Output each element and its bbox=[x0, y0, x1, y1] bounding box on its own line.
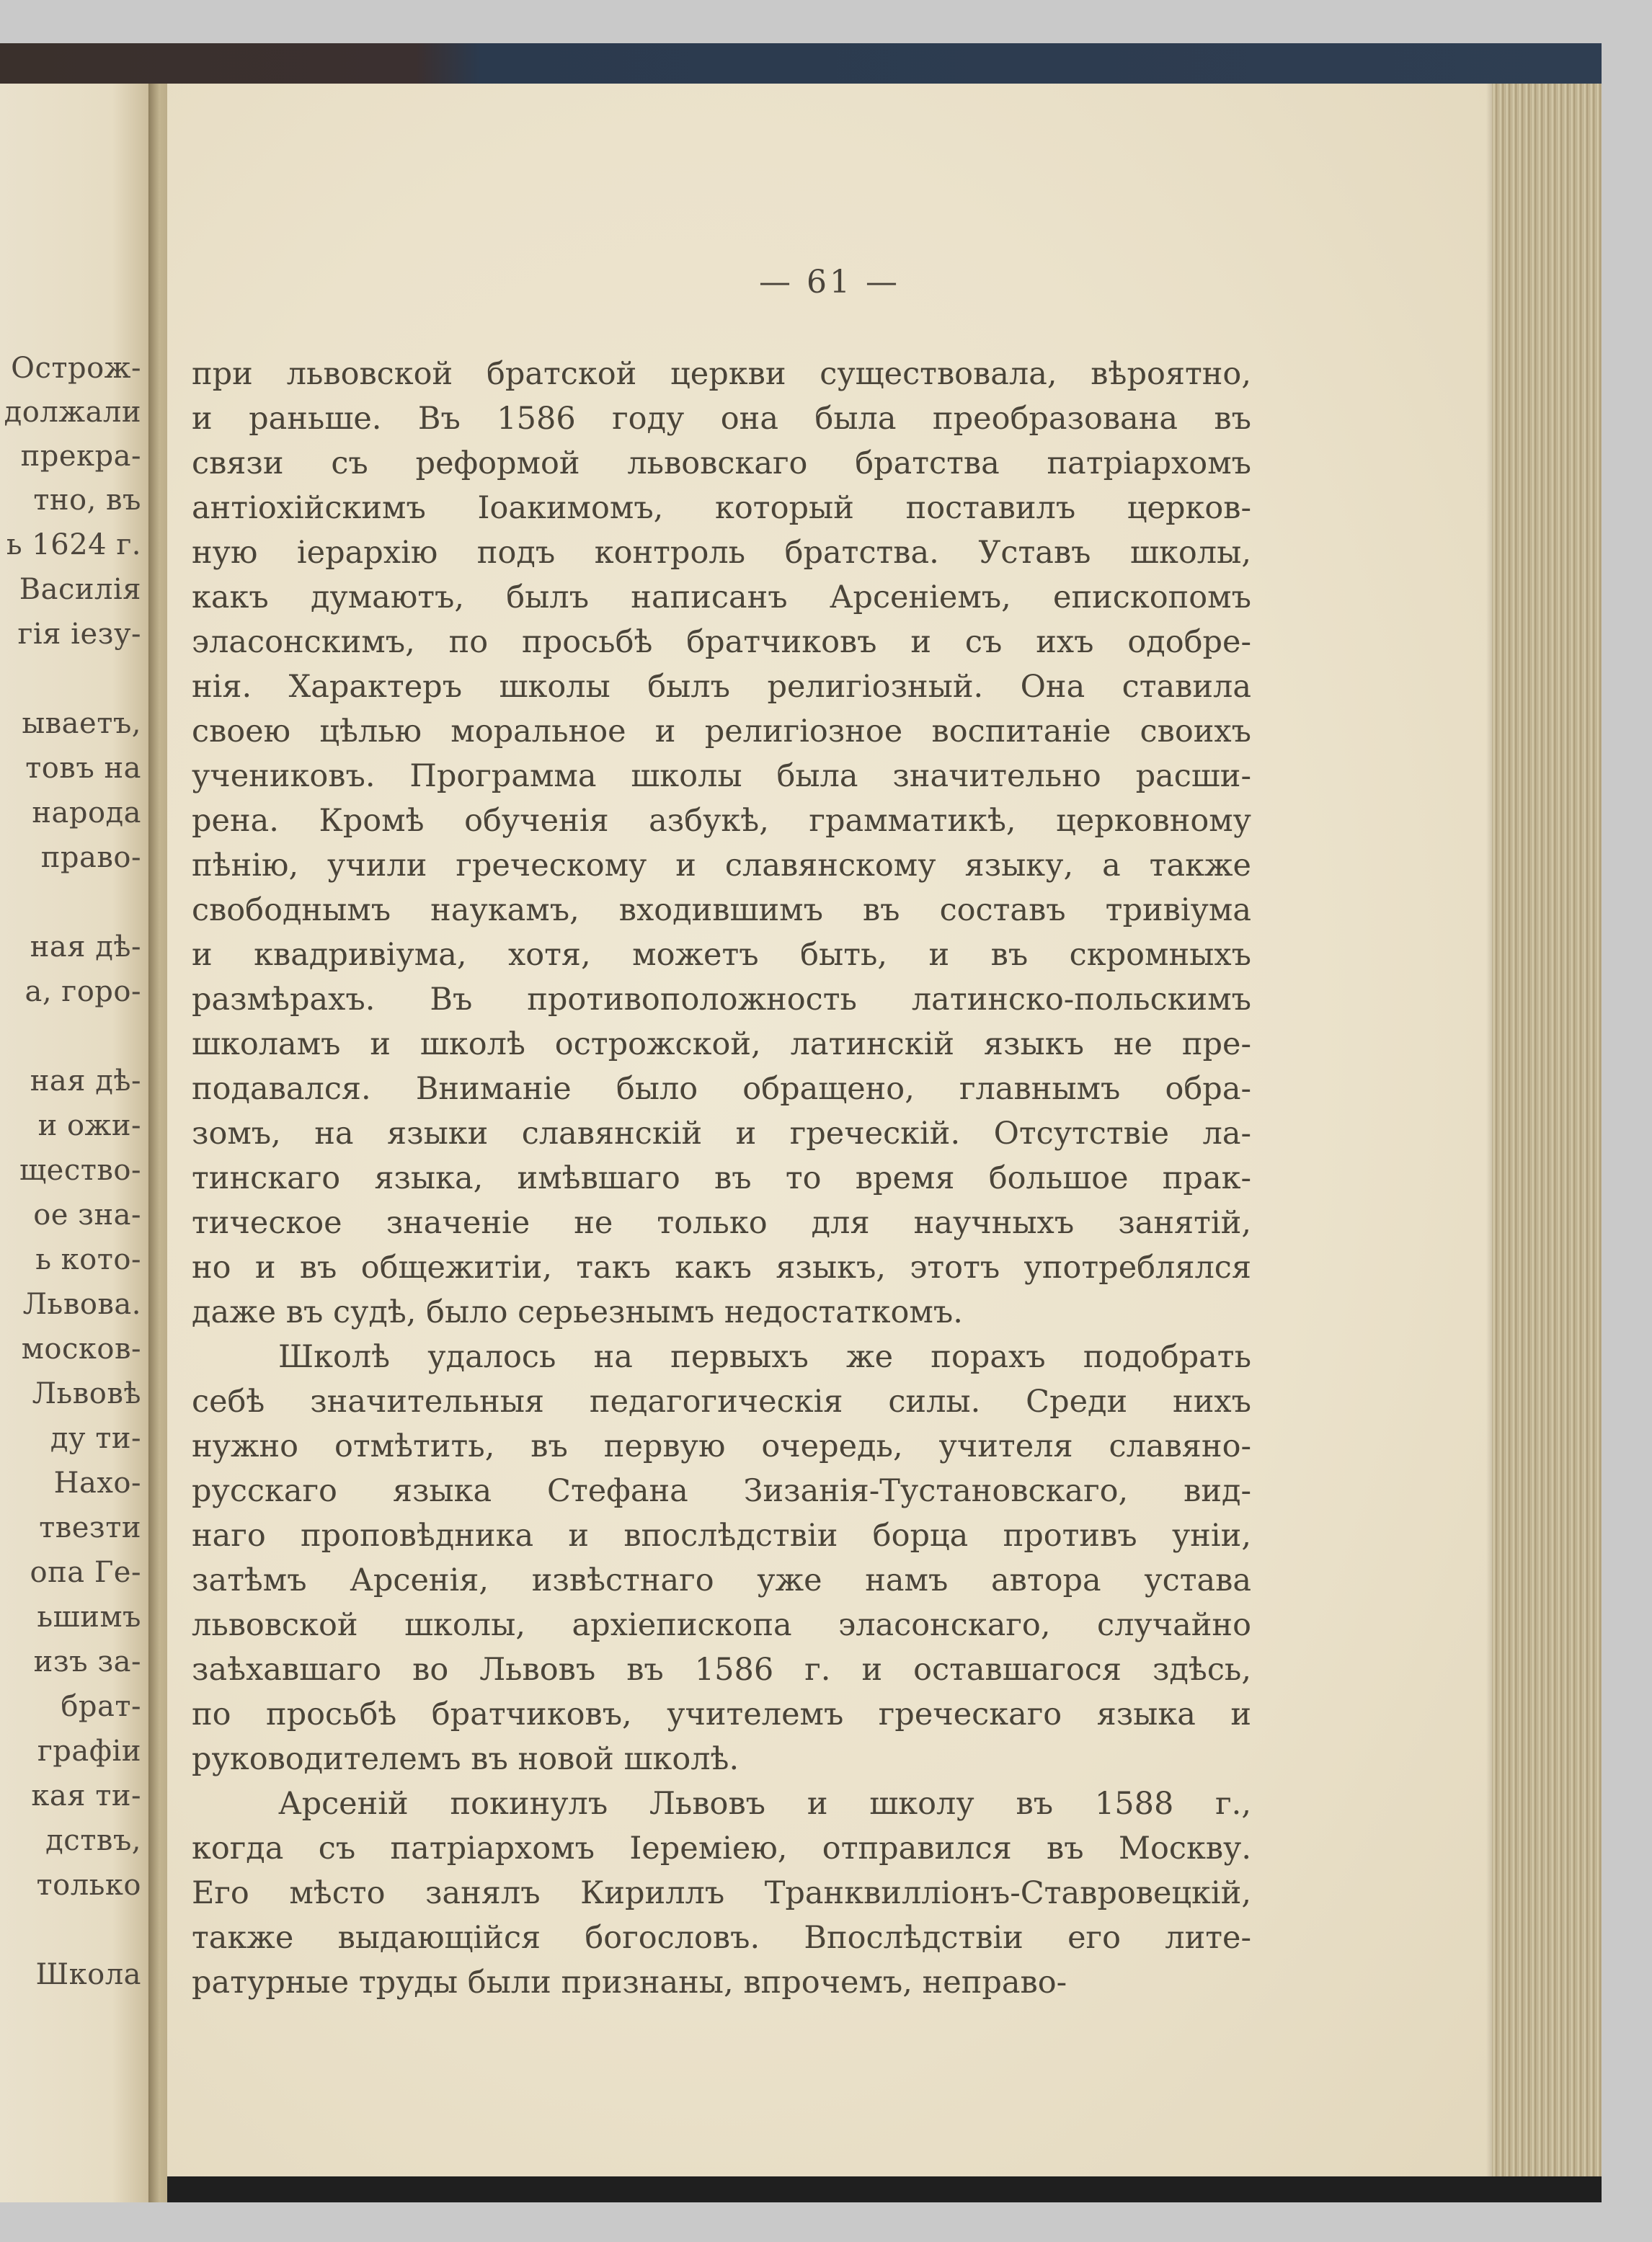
text-line: тическое значеніе не только для научныхъ занятій, bbox=[192, 1205, 1251, 1241]
left-page-line: щество- bbox=[19, 1154, 141, 1187]
text-line: эласонскимъ, по просьбѣ братчиковъ и съ ихъ одобре- bbox=[192, 624, 1251, 660]
text-line: наго проповѣдника и впослѣдствіи борца противъ уніи, bbox=[192, 1518, 1251, 1554]
text-line: нужно отмѣтить, въ первую очередь, учителя славяно- bbox=[192, 1428, 1251, 1464]
text-line: ратурные труды были признаны, впрочемъ, неправо- bbox=[192, 1965, 1067, 2001]
left-page-line: а, горо- bbox=[25, 975, 141, 1008]
left-page-line: Школа bbox=[35, 1958, 141, 1991]
text-line: русскаго языка Стефана Зизанія-Тустановскаго, вид- bbox=[192, 1473, 1251, 1509]
left-page-line: ываетъ, bbox=[22, 707, 141, 740]
text-line: связи съ реформой львовскаго братства патріархомъ bbox=[192, 445, 1251, 481]
text-line: тинскаго языка, имѣвшаго въ то время большое прак- bbox=[192, 1160, 1251, 1196]
left-page-line: ь кото- bbox=[35, 1243, 141, 1276]
text-line: школамъ и школѣ острожской, латинскій языкъ не пре- bbox=[192, 1026, 1251, 1062]
text-line: при львовской братской церкви существовала, вѣроятно, bbox=[192, 356, 1251, 392]
left-page-line: прекра- bbox=[20, 440, 141, 473]
text-line: Арсеній покинулъ Львовъ и школу въ 1588 г., bbox=[278, 1786, 1251, 1822]
text-line: и квадривіума, хотя, можетъ быть, и въ скромныхъ bbox=[192, 937, 1251, 973]
text-line: рена. Кромѣ обученія азбукѣ, грамматикѣ, церковному bbox=[192, 803, 1251, 839]
left-page-line: изъ за- bbox=[33, 1645, 141, 1678]
text-line: пѣнію, учили греческому и славянскому языку, а также bbox=[192, 848, 1251, 884]
left-page-line: брат- bbox=[61, 1690, 141, 1723]
text-line: руководителемъ въ новой школѣ. bbox=[192, 1741, 740, 1777]
left-page-fragment bbox=[0, 84, 160, 2202]
left-page-line: гія іезу- bbox=[17, 618, 141, 651]
text-line: ную іерархію подъ контроль братства. Уставъ школы, bbox=[192, 535, 1251, 571]
scan-bottom-border bbox=[167, 2176, 1602, 2202]
text-line: зомъ, на языки славянскій и греческій. Отсутствіе ла- bbox=[192, 1116, 1251, 1152]
left-page-line: москов- bbox=[21, 1333, 141, 1366]
text-line: но и въ общежитіи, такъ какъ языкъ, этотъ употреблялся bbox=[192, 1250, 1251, 1286]
left-page-line: товъ на bbox=[25, 752, 141, 785]
text-line: свободнымъ наукамъ, входившимъ въ составъ тривіума bbox=[192, 892, 1251, 928]
text-line: подавался. Вниманіе было обращено, главнымъ обра- bbox=[192, 1071, 1251, 1107]
left-page-line: Василія bbox=[19, 573, 141, 606]
left-page-line: право- bbox=[40, 841, 141, 874]
text-line: учениковъ. Программа школы была значительно расши- bbox=[192, 758, 1251, 794]
left-page-line: кая ти- bbox=[31, 1779, 141, 1812]
text-line: заѣхавшаго во Львовъ въ 1586 г. и оставшагося здѣсь, bbox=[192, 1652, 1251, 1688]
left-page-line: дствъ, bbox=[45, 1824, 141, 1857]
text-line: даже въ судѣ, было серьезнымъ недостаткомъ. bbox=[192, 1294, 963, 1330]
left-page-line: ная дѣ- bbox=[30, 930, 141, 964]
left-page-line: Львовѣ bbox=[32, 1377, 141, 1410]
scan-top-border bbox=[0, 43, 1602, 84]
left-page-line: только bbox=[36, 1869, 141, 1902]
left-page-line: и ожи- bbox=[37, 1109, 141, 1142]
left-page-line: народа bbox=[32, 796, 141, 829]
left-page-line: Львова. bbox=[22, 1288, 141, 1321]
text-line: Его мѣсто занялъ Кириллъ Транквилліонъ-Ставровецкій, bbox=[192, 1875, 1251, 1911]
text-line: Школѣ удалось на первыхъ же порахъ подобрать bbox=[278, 1339, 1251, 1375]
left-page-line: ь 1624 г. bbox=[6, 528, 141, 561]
left-page-line: должали bbox=[4, 396, 141, 429]
text-line: себѣ значительныя педагогическія силы. Среди нихъ bbox=[192, 1384, 1251, 1420]
left-page-line: графіи bbox=[37, 1735, 141, 1768]
text-line: и раньше. Въ 1586 году она была преобразована въ bbox=[192, 401, 1251, 437]
text-line: размѣрахъ. Въ противоположность латинско-польскимъ bbox=[192, 982, 1251, 1018]
page-number: — 61 — bbox=[759, 264, 900, 301]
page-stack-edge bbox=[1492, 84, 1602, 2202]
left-page-line: твезти bbox=[39, 1511, 141, 1544]
left-page-line: ду ти- bbox=[50, 1422, 141, 1455]
text-line: затѣмъ Арсенія, извѣстнаго уже намъ автора устава bbox=[192, 1562, 1251, 1598]
left-page-line: Нахо- bbox=[53, 1467, 141, 1500]
text-line: нія. Характеръ школы былъ религіозный. Она ставила bbox=[192, 669, 1251, 705]
left-page-line: ная дѣ- bbox=[30, 1064, 141, 1098]
left-page-line: тно, въ bbox=[33, 484, 141, 517]
page-text bbox=[192, 352, 1251, 2005]
text-line: своею цѣлью моральное и религіозное воспитаніе своихъ bbox=[192, 713, 1251, 749]
book-scan bbox=[0, 43, 1602, 2202]
text-line: также выдающійся богословъ. Впослѣдствіи его лите- bbox=[192, 1920, 1251, 1956]
left-page-line: ое зна- bbox=[33, 1198, 141, 1232]
left-page-line: опа Ге- bbox=[30, 1556, 141, 1589]
text-line: антіохійскимъ Іоакимомъ, который поставилъ церков- bbox=[192, 490, 1251, 526]
left-page-line: Острож- bbox=[11, 352, 141, 385]
text-line: по просьбѣ братчиковъ, учителемъ греческаго языка и bbox=[192, 1696, 1251, 1732]
right-page bbox=[167, 84, 1492, 2202]
left-page-line: ьшимъ bbox=[37, 1601, 141, 1634]
text-line: когда съ патріархомъ Іереміею, отправился въ Москву. bbox=[192, 1830, 1251, 1867]
text-line: какъ думаютъ, былъ написанъ Арсеніемъ, епископомъ bbox=[192, 579, 1251, 615]
text-line: львовской школы, архіепископа эласонскаго, случайно bbox=[192, 1607, 1251, 1643]
